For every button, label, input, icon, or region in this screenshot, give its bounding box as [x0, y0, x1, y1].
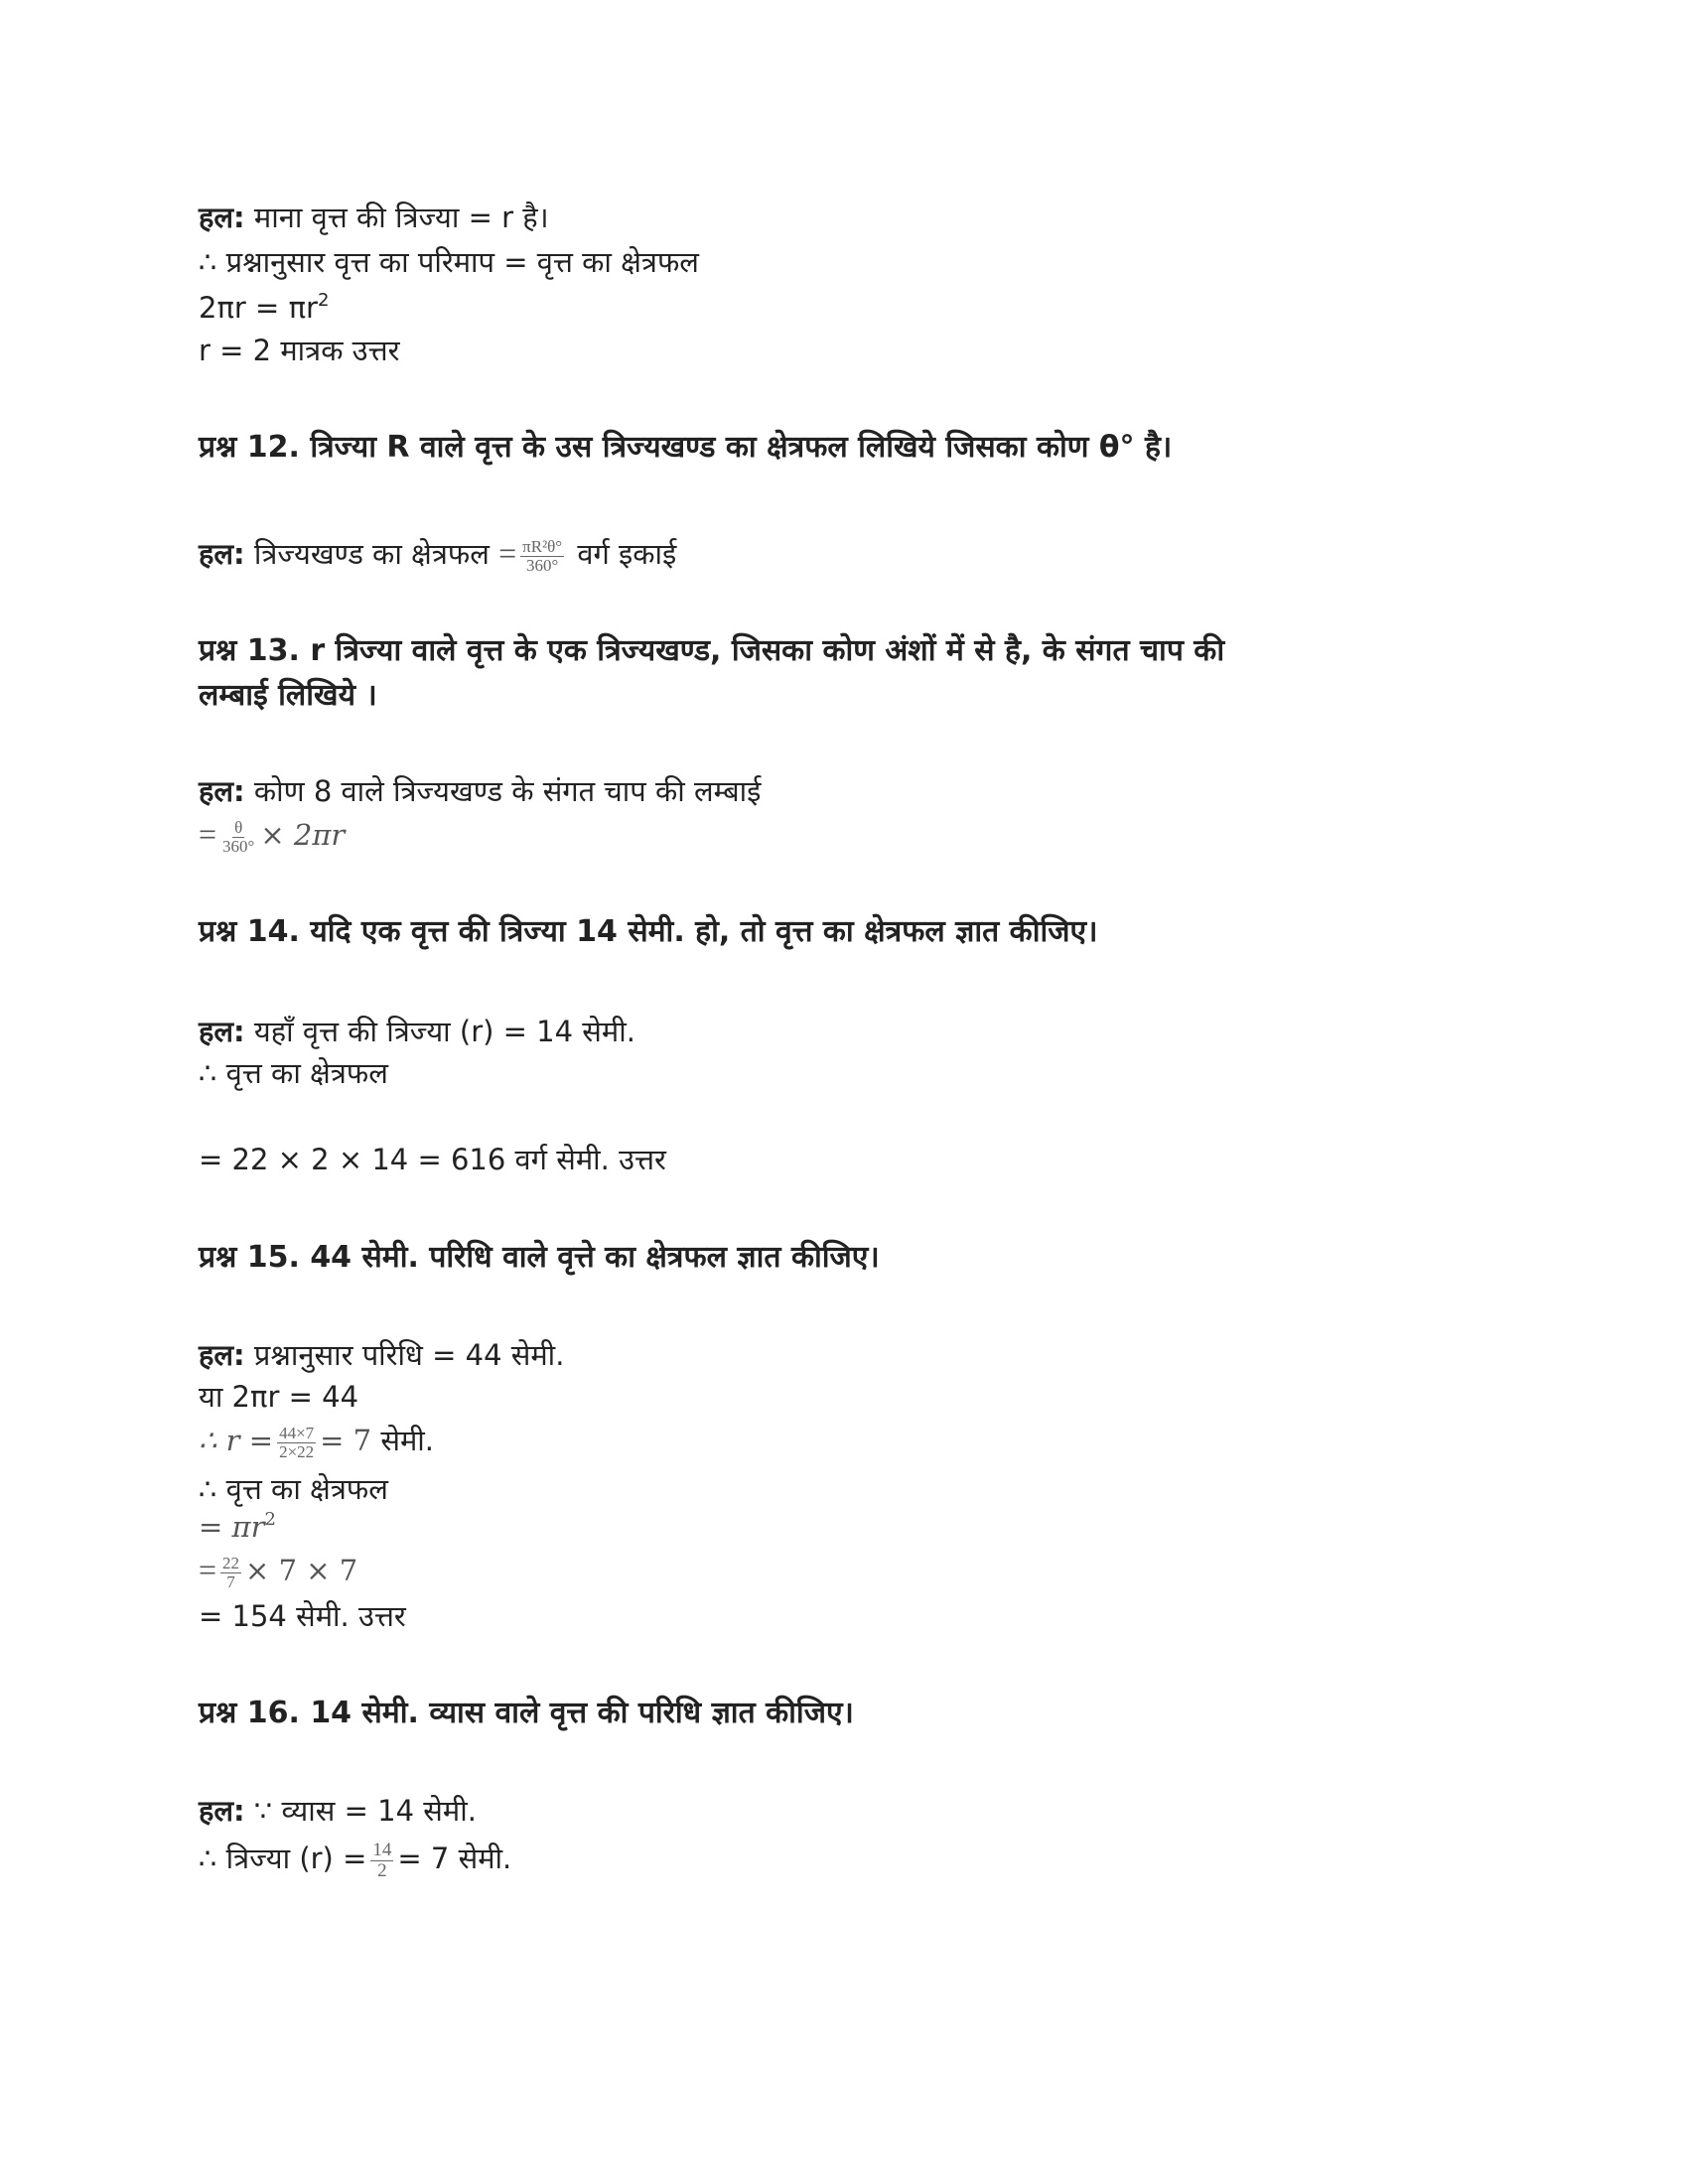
solution-line: ∴ वृत्त का क्षेत्रफल: [199, 1472, 388, 1506]
solution-answer: r = 2 मात्रक उत्तर: [199, 334, 400, 367]
equation-text: 2πr = πr: [199, 291, 318, 325]
equation-text: = πr: [199, 1510, 265, 1544]
solution-line: ∴ वृत्त का क्षेत्रफल: [199, 1056, 388, 1090]
fraction-numerator: 44×7: [279, 1423, 315, 1442]
solution-line: ∴ प्रश्नानुसार वृत्त का परिमाप = वृत्त का क्षेत्रफल: [199, 245, 699, 279]
solution-equation: [199, 1505, 276, 1549]
solution-equation: [199, 1837, 511, 1880]
fraction-denominator: 360°: [525, 555, 559, 575]
solution-equation: [199, 812, 345, 856]
fraction: [277, 1425, 316, 1461]
equals-sign: =: [498, 535, 517, 571]
solution-equation: [199, 286, 329, 330]
equals-sign: =: [199, 816, 217, 852]
solution-line: [199, 196, 549, 239]
fraction: [220, 1555, 241, 1591]
solution-label: हल:: [199, 537, 245, 571]
solution-label: हल:: [199, 774, 245, 808]
solution-line: [199, 1010, 635, 1053]
question-15: प्रश्न 15. 44 सेमी. परिधि वाले वृत्ते का क्षेत्रफल ज्ञात कीजिए।: [199, 1240, 880, 1275]
question-14: प्रश्न 14. यदि एक वृत्त की त्रिज्या 14 सेमी. हो, तो वृत्त का क्षेत्रफल ज्ञात कीजिए।: [199, 914, 1098, 949]
equation-text: × 7 × 7: [245, 1554, 358, 1587]
solution-answer: = 154 सेमी. उत्तर: [199, 1599, 406, 1633]
question-16: प्रश्न 16. 14 सेमी. व्यास वाले वृत्त की परिधि ज्ञात कीजिए।: [199, 1696, 854, 1730]
superscript: 2: [317, 290, 330, 311]
equation-text: = 7: [320, 1424, 372, 1457]
fraction-denominator: 2: [377, 1859, 387, 1881]
fraction: [220, 819, 256, 856]
solution-text: कोण 8 वाले त्रिज्यखण्ड के संगत चाप की लम्बाई: [244, 774, 762, 808]
solution-text: प्रश्नानुसार परिधि = 44 सेमी.: [244, 1338, 565, 1372]
solution-line: [199, 531, 676, 575]
equation-text: ∴ त्रिज्या (r) =: [199, 1842, 367, 1875]
question-13-line-2: लम्बाई लिखिये ।: [199, 678, 377, 713]
solution-text: यहाँ वृत्त की त्रिज्या (r) = 14 सेमी.: [244, 1015, 635, 1048]
solution-line: [199, 1333, 564, 1377]
solution-answer: = 22 × 2 × 14 = 616 वर्ग सेमी. उत्तर: [199, 1143, 666, 1176]
fraction: [520, 538, 564, 575]
question-12: प्रश्न 12. त्रिज्या R वाले वृत्त के उस त्रिज्यखण्ड का क्षेत्रफल लिखिये जिसका कोण θ° है।: [199, 430, 1173, 465]
solution-label: हल:: [199, 1015, 245, 1048]
question-13-line-1: प्रश्न 13. r त्रिज्या वाले वृत्त के एक त्रिज्यखण्ड, जिसका कोण अंशों में से है, के संगत चाप की: [199, 633, 1225, 668]
equation-text: ∴ r =: [199, 1424, 274, 1457]
equation-text: × 2πr: [260, 818, 346, 852]
unit-text: सेमी.: [371, 1424, 435, 1457]
fraction-denominator: 2×22: [279, 1441, 315, 1461]
superscript: 2: [264, 1509, 276, 1530]
equals-sign: =: [199, 1552, 217, 1587]
solution-text: त्रिज्यखण्ड का क्षेत्रफल: [244, 537, 499, 571]
solution-line: [199, 1789, 477, 1833]
solution-text: माना वृत्त की त्रिज्या = r है।: [244, 201, 549, 234]
fraction-numerator: 22: [222, 1553, 240, 1572]
solution-line: [199, 769, 761, 813]
solution-equation: [199, 1548, 357, 1591]
fraction: [370, 1841, 393, 1881]
solution-label: हल:: [199, 1338, 245, 1372]
fraction-numerator: 14: [372, 1839, 392, 1860]
solution-label: हल:: [199, 201, 245, 234]
solution-text: ∵ व्यास = 14 सेमी.: [244, 1794, 477, 1828]
solution-label: हल:: [199, 1794, 245, 1828]
fraction-numerator: πR²θ°: [522, 536, 563, 556]
solution-equation: [199, 1419, 434, 1462]
equation-text: = 7 सेमी.: [397, 1842, 512, 1875]
fraction-denominator: 7: [226, 1571, 235, 1591]
unit-text: वर्ग इकाई: [577, 537, 677, 571]
fraction-denominator: 360°: [222, 836, 255, 856]
fraction-numerator: θ: [234, 817, 243, 837]
solution-line: या 2πr = 44: [199, 1380, 359, 1414]
